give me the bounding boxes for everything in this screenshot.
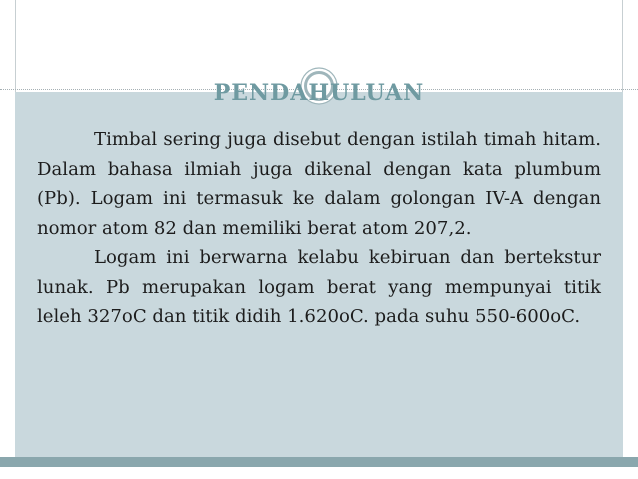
bottom-band [0, 457, 638, 467]
paragraph-2: Logam ini berwarna kelabu kebiruan dan bertekstur lunak. Pb merupakan logam berat yang mempunyai titik leleh 327oC dan titik didih 1.620oC. pada suhu 550-600oC. [37, 247, 601, 327]
paragraph-1: Timbal sering juga disebut dengan istilah timah hitam. Dalam bahasa ilmiah juga dikenal dengan kata plumbum (Pb). Logam ini termasuk ke dalam golongan IV-A dengan nomor atom 82 dan memiliki berat atom 207,2. [37, 129, 601, 239]
bottom-strip [0, 467, 638, 479]
slide-title: PENDAHULUAN [213, 80, 425, 106]
slide-body [37, 125, 601, 332]
